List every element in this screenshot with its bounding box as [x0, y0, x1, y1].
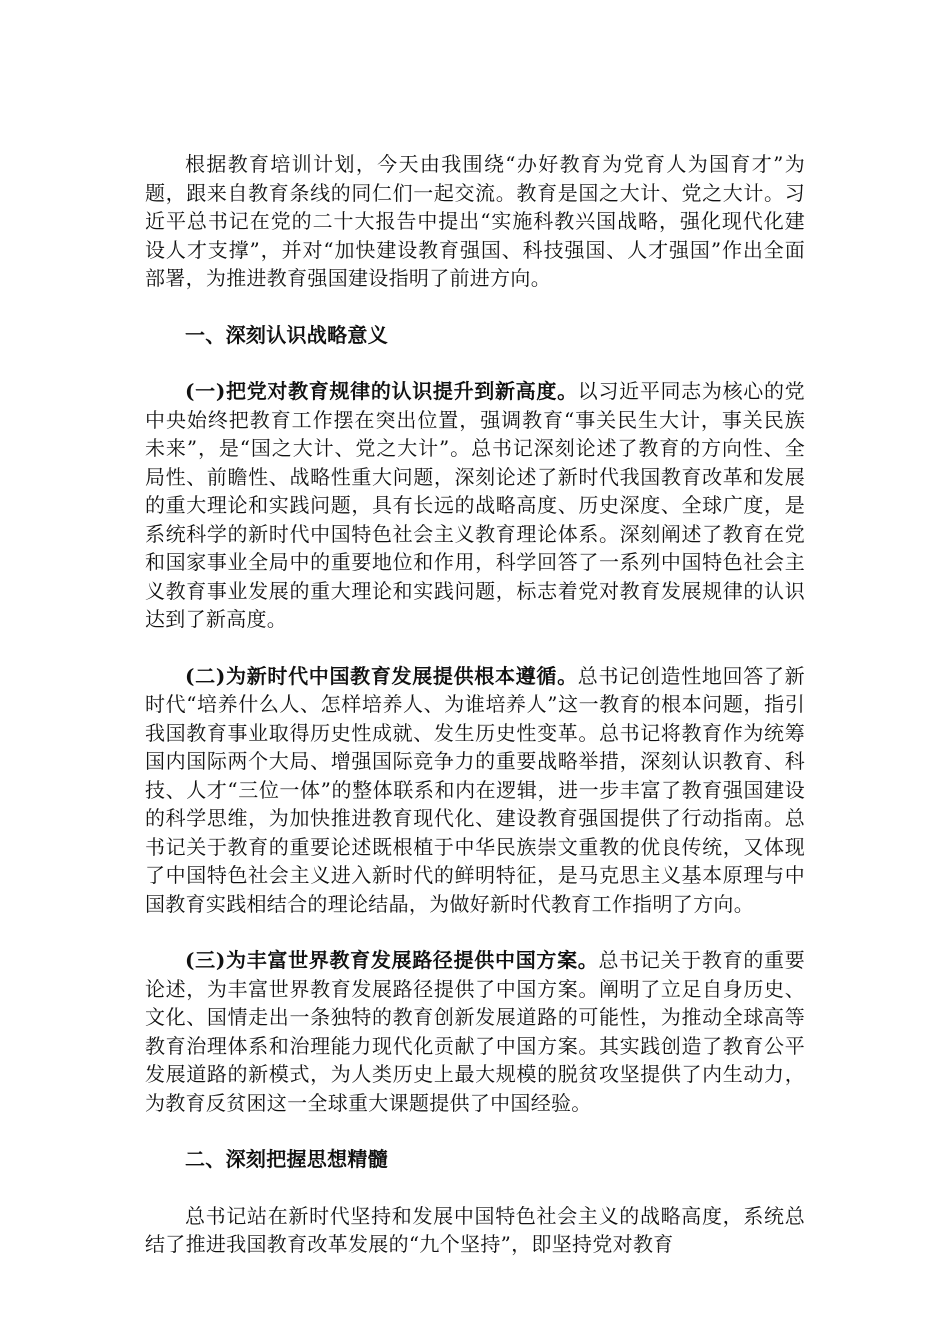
- section-1-item-3: [145, 946, 805, 1117]
- item-2-lead: (二)为新时代中国教育发展提供根本遵循。: [185, 663, 578, 688]
- section-1-item-1: [145, 377, 805, 634]
- section-2-paragraph: 总书记站在新时代坚持和发展中国特色社会主义的战略高度，系统总结了推进我国教育改革发展的“九个坚持”，即坚持党对教育: [145, 1203, 805, 1256]
- document-page: [145, 150, 805, 1287]
- item-1-body: 以习近平同志为核心的党中央始终把教育工作摆在突出位置，强调教育“事关民生大计，事关民族未来”，是“国之大计、党之大计”。总书记深刻论述了教育的方向性、全局性、前瞻性、战略性重大问题，深刻论述了新时代我国教育改革和发展的重大理论和实践问题，具有长远的战略高度、历史深度、全球广度，是系统科学的新时代中国特色社会主义教育理论体系。深刻阐述了教育在党和国家事业全局中的重要地位和作用，科学回答了一系列中国特色社会主义教育事业发展的重大理论和实践问题，标志着党对教育发展规律的认识达到了新高度。: [145, 379, 805, 631]
- item-3-body: 总书记关于教育的重要论述，为丰富世界教育发展路径提供了中国方案。阐明了立足自身历史、文化、国情走出一条独特的教育创新发展道路的可能性，为推动全球高等教育治理体系和治理能力现代化贡献了中国方案。其实践创造了教育公平发展道路的新模式，为人类历史上最大规模的脱贫攻坚提供了内生动力，为教育反贫困这一全球重大课题提供了中国经验。: [145, 948, 805, 1115]
- section-1-heading: 一、深刻认识战略意义: [185, 322, 388, 347]
- item-3-lead: (三)为丰富世界教育发展路径提供中国方案。: [185, 948, 599, 972]
- section-1-item-2: [145, 662, 805, 919]
- intro-paragraph: 根据教育培训计划，今天由我围绕“办好教育为党育人为国育才”为题，跟来自教育条线的同仁们一起交流。教育是国之大计、党之大计。习近平总书记在党的二十大报告中提出“实施科教兴国战略，强化现代化建设人才支撑”，并对“加快建设教育强国、科技强国、人才强国”作出全面部署，为推进教育强国建设指明了前进方向。: [145, 152, 805, 290]
- item-1-lead: (一)把党对教育规律的认识提升到新高度。: [185, 379, 578, 403]
- item-2-body: 总书记创造性地回答了新时代“培养什么人、怎样培养人、为谁培养人”这一教育的根本问题，指引我国教育事业取得历史性成就、发生历史性变革。总书记将教育作为统筹国内国际两个大局、增强国际竞争力的重要战略举措，深刻认识教育、科技、人才“三位一体”的整体联系和内在逻辑，进一步丰富了教育强国建设的科学思维，为加快推进教育现代化、建设教育强国提供了行动指南。总书记关于教育的重要论述既根植于中华民族崇文重教的优良传统，又体现了中国特色社会主义进入新时代的鲜明特征，是马克思主义基本原理与中国教育实践相结合的理论结晶，为做好新时代教育工作指明了方向。: [145, 663, 805, 916]
- section-2-heading: 二、深刻把握思想精髓: [185, 1147, 388, 1171]
